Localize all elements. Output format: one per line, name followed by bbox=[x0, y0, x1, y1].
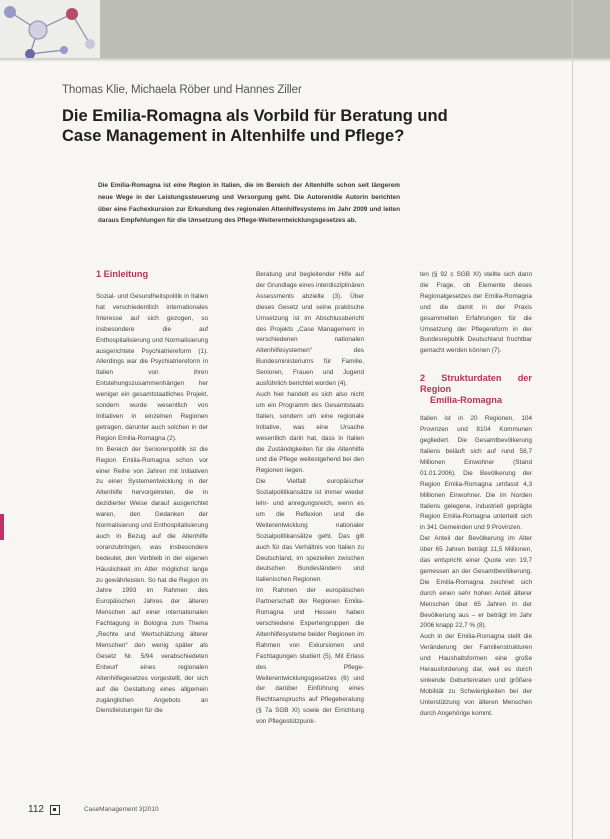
header-band-dark bbox=[100, 0, 610, 58]
journal-logo-icon bbox=[50, 805, 60, 815]
section-2-heading bbox=[420, 373, 532, 406]
page-number: 112 bbox=[28, 804, 44, 815]
paragraph: Auch in der Emilia-Romagna stellt die Veränderung der Familienstrukturen und Haushaltsformen eine große Herausforderung dar, weil es durch sinkende Geburtenraten und größere Mobilität zu Schwierigkeiten bei der Unterstützung von älteren Menschen durch Angehörige kommt. bbox=[420, 633, 532, 717]
paragraph: ten (§ 92 c SGB XI) stellte sich dann die Frage, ob Elemente dieses Regionalgesetzes der Emilia-Romagna und die damit in der Praxis gesammelten Erfahrungen für die Umsetzung der Pflegereform in der Bundesrepublik Deutschland fruchtbar gemacht werden können (7). bbox=[420, 271, 532, 355]
article-title: Die Emilia-Romagna als Vorbild für Beratung und Case Management in Altenhilfe und Pflege? bbox=[62, 107, 448, 145]
section-1-heading: 1 Einleitung bbox=[96, 269, 149, 279]
paragraph: Im Bereich der Seniorenpolitik ist die Region Emilia-Romagna schon vor einer Reihe von Jahren mit Initiativen zu einer Systementwicklung in der Altenhilfe hervorgetreten, die in dezidierter Weise darauf ausgerichtet waren, den Gedanken der Normalisierung und Enthospitalisierung auch in Bezug auf die Altenhilfe voranzubringen, was insbesondere bedeutet, den Verbleib in der eigenen Häuslichkeit im Alter möglichst lange zu gewährleisten. So hat die Region im Jahre 1993 im Rahmen des Europäischen Jahres der älteren Menschen auf einer internationalen Fachtagung in Bologna zum Thema „Rechte und Wertschätzung älterer Menschen“ den wenig später als Gesetz Nr. 5/94 verabschiedeten Entwurf eines regionalen Altenhilfegesetzes vorgestellt, der sich auf die Gestaltung eines allgemein zugänglichen Angebots an Dienstleistungen für die bbox=[96, 445, 208, 715]
page-footer bbox=[28, 804, 159, 815]
text-column-1 bbox=[96, 268, 208, 717]
paragraph: Der Anteil der Bevölkerung im Alter über 65 Jahren beträgt 11,5 Millionen, das entspricht einer Quote von 19,7 gemessen an der Gesamtbevölkerung. Die Emilia-Romagna zeichnet sich durch einen sehr hohen Anteil älterer Menschen über 65 Jahren in der Bevölkerung aus – er beträgt im Jahr 2006 knapp 22,7 % (8). bbox=[420, 535, 532, 630]
paragraph: Italien ist in 20 Regionen, 104 Provinzen und 8104 Kommunen gegliedert. Die Gesamtbevölkerung Italiens beläuft sich auf rund 58,7 Millionen Einwohner (Stand 01.01.2006). Die Bevölkerung der Region Emilia-Romagna umfasst 4,3 Millionen Einwohner. Die im Norden Italiens gelegene, industriell geprägte Region Emilia-Romagna unterteilt sich in 341 Gemeinden und 9 Provinzen. bbox=[420, 415, 532, 532]
section-2-heading-line-1: 2 Strukturdaten der Region bbox=[420, 373, 532, 395]
paragraph: Sozial- und Gesundheitspolitik in Italien hat verschiedentlich internationales Interesse auf sich gezogen, so insbesondere die auf Enthospitalisierung und Normalisierung ausgerichtete Psychiatriereform (1). Allerdings war die Psychiatriereform in Italien von ihren Entstehungszusammenhängen her weniger ein gesamtstaatliches Projekt, sondern wurde wesentlich von Initiativen in einzelnen Regionen getragen, darunter auch solchen in der Region Emilia-Romagna (2). bbox=[96, 293, 208, 442]
paragraph: Auch hier handelt es sich also nicht um ein Programm des Gesamtstaats Italien, sondern um eine regionale Initiative, was eine Ursache wesentlich darin hat, dass in Italien die Zuständigkeiten für die Altenhilfe und die Pflege weitestgehend bei den Regionen liegen. bbox=[256, 390, 364, 475]
header-band-shadow bbox=[0, 58, 610, 62]
journal-name: CaseManagement 3|2010 bbox=[83, 806, 159, 813]
article-authors: Thomas Klie, Michaela Röber und Hannes Ziller bbox=[62, 84, 302, 96]
paragraph: Beratung und begleitender Hilfe auf der Grundlage eines interdisziplinären Assessments abzielte (3). Über dieses Gesetz und seine praktische Umsetzung ist im Abschlussbericht des Projekts „Case Management in verschiedenen nationalen Altenhilfesystemen“ des Bundesministeriums für Familie, Senioren, Frauen und Jugend ausführlich berichtet worden (4). bbox=[256, 271, 364, 388]
molecule-graphic bbox=[0, 0, 100, 58]
article-lead: Die Emilia-Romagna ist eine Region in Italien, die im Bereich der Altenhilfe schon seit längerem neue Wege in der Leistungssteuerung und Versorgung geht. Die Autoren/die Autorin berichten über eine Fachexkursion zur Erkundung des regionalen Altenhilfesystems im Jahr 2009 und leiten daraus Empfehlungen für die Umsetzung des Pflege-Weiterentwicklungsgesetzes ab. bbox=[98, 182, 400, 225]
paragraph: Im Rahmen der europäischen Partnerschaft der Regionen Emilia-Romagna und Hessen haben verschiedene Expertengruppen die Altenhilfesysteme beider Regionen im Rahmen von Exkursionen und Fachtagungen studiert (5). Mit Erlass des Pflege-Weiterentwicklungsgesetzes (6) und der darüber Einführung eines Rechtsanspruchs auf Pflegeberatung (§ 7a SGB XI) sowie der Errichtung von Pflegestützpunk- bbox=[256, 587, 364, 726]
text-column-3 bbox=[420, 270, 532, 720]
text-column-2 bbox=[256, 270, 364, 728]
margin-mark bbox=[0, 514, 4, 540]
section-2-heading-line-2: Emilia-Romagna bbox=[430, 395, 502, 406]
paragraph: Die Vielfalt europäischer Sozialpolitikansätze ist immer wieder lehr- und anregungsreich, wenn es um die Reflexion und die Weiterentwicklung nationaler Sozialpolitikansätze geht. Das gilt auch für das Verhältnis von Italien zu Deutschland, im speziellen zwischen deutschen Bundesländern und italienischen Regionen. bbox=[256, 478, 364, 584]
page-edge-line bbox=[572, 0, 573, 839]
